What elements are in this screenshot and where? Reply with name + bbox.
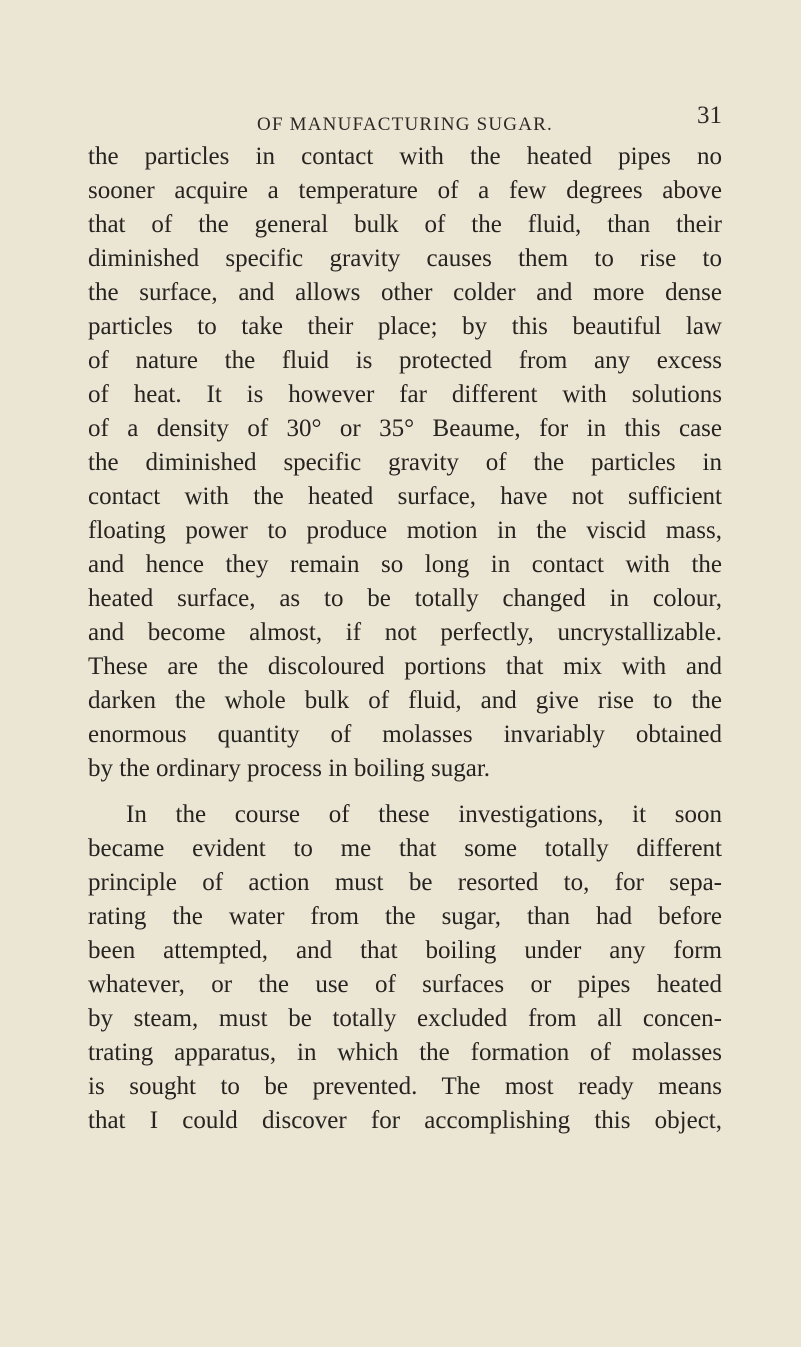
text-line: rating the water from the sugar, than had before bbox=[88, 903, 722, 930]
page-number: 31 bbox=[697, 102, 722, 129]
text-line: enormous quantity of molasses invariably obtained bbox=[88, 721, 722, 748]
text-line: darken the whole bulk of fluid, and give rise to the bbox=[88, 687, 722, 714]
text-line: In the course of these investigations, it soon bbox=[126, 801, 722, 828]
paragraph-gap bbox=[88, 786, 722, 798]
text-line: whatever, or the use of surfaces or pipes heated bbox=[88, 971, 722, 998]
text-line: floating power to produce motion in the viscid mass, bbox=[88, 517, 722, 544]
text-line: the particles in contact with the heated pipes no bbox=[88, 143, 722, 170]
text-line: the surface, and allows other colder and more dense bbox=[88, 279, 722, 306]
text-line: and hence they remain so long in contact with the bbox=[88, 551, 722, 578]
text-line: is sought to be prevented. The most ready means bbox=[88, 1073, 722, 1100]
paragraph bbox=[88, 798, 722, 1138]
text-line: contact with the heated surface, have not sufficient bbox=[88, 483, 722, 510]
text-line: by the ordinary process in boiling sugar. bbox=[88, 755, 491, 782]
text-line: trating apparatus, in which the formation of molasses bbox=[88, 1039, 722, 1066]
text-line: heated surface, as to be totally changed in colour, bbox=[88, 585, 722, 612]
text-line: of heat. It is however far different with solutions bbox=[88, 381, 722, 408]
text-line: became evident to me that some totally different bbox=[88, 835, 722, 862]
text-line: been attempted, and that boiling under any form bbox=[88, 937, 722, 964]
text-line: by steam, must be totally excluded from all concen- bbox=[88, 1005, 722, 1032]
text-line: of a density of 30° or 35° Beaume, for in this case bbox=[88, 415, 722, 442]
text-line: that of the general bulk of the fluid, than their bbox=[88, 211, 722, 238]
text-line: sooner acquire a temperature of a few degrees above bbox=[88, 177, 722, 204]
paragraph bbox=[88, 140, 722, 786]
running-head bbox=[88, 102, 722, 140]
body-text bbox=[88, 140, 722, 1138]
running-title: OF MANUFACTURING SUGAR. bbox=[257, 114, 553, 135]
text-line: the diminished specific gravity of the particles in bbox=[88, 449, 722, 476]
text-line: of nature the fluid is protected from any excess bbox=[88, 347, 722, 374]
text-line: These are the discoloured portions that mix with and bbox=[88, 653, 722, 680]
text-line: diminished specific gravity causes them to rise to bbox=[88, 245, 722, 272]
text-line: particles to take their place; by this beautiful law bbox=[88, 313, 722, 340]
text-line: principle of action must be resorted to, for sepa- bbox=[88, 869, 722, 896]
text-line: and become almost, if not perfectly, uncrystallizable. bbox=[88, 619, 722, 646]
text-line: that I could discover for accomplishing this object, bbox=[88, 1107, 722, 1134]
